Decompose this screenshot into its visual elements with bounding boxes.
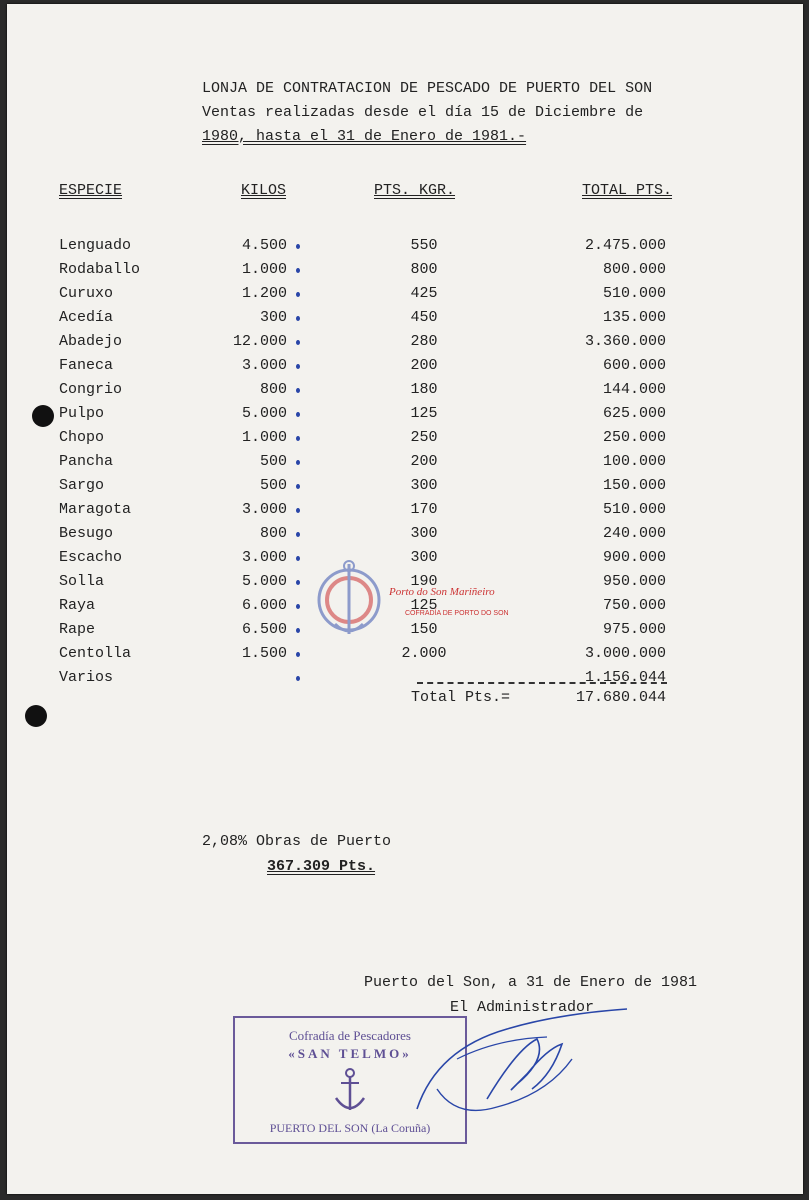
kilos-cell: 4.500 [241, 237, 287, 254]
table-row [7, 666, 803, 690]
especie-cell: Lenguado [59, 237, 132, 254]
kilos-cell: 6.500 [241, 621, 287, 638]
pen-check-mark [296, 388, 300, 393]
table-row [7, 378, 803, 402]
especie-cell: Acedía [59, 309, 114, 326]
especie-cell: Sargo [59, 477, 105, 494]
kilos-cell: 800 [259, 525, 287, 542]
total-cell: 144.000 [602, 381, 666, 398]
especie-cell: Chopo [59, 429, 105, 446]
pen-check-mark [296, 676, 300, 681]
pts-kgr-cell: 2.000 [401, 645, 447, 662]
table-row [7, 426, 803, 450]
pen-check-mark [296, 460, 300, 465]
especie-cell: Varios [59, 669, 114, 686]
pts-kgr-cell: 300 [410, 525, 438, 542]
especie-cell: Congrio [59, 381, 123, 398]
especie-cell: Escacho [59, 549, 123, 566]
stamp-line-1: Cofradía de Pescadores [288, 1028, 411, 1043]
especie-cell: Pulpo [59, 405, 105, 422]
table-row [7, 258, 803, 282]
anchor-icon [333, 1068, 367, 1114]
table-row [7, 498, 803, 522]
especie-cell: Pancha [59, 453, 114, 470]
pen-check-mark [296, 580, 300, 585]
total-cell: 750.000 [602, 597, 666, 614]
pts-kgr-cell: 800 [410, 261, 438, 278]
pen-check-mark [296, 604, 300, 609]
total-cell: 600.000 [602, 357, 666, 374]
total-cell: 3.360.000 [584, 333, 666, 350]
total-cell: 150.000 [602, 477, 666, 494]
pts-kgr-cell: 180 [410, 381, 438, 398]
pen-check-mark [296, 244, 300, 249]
header-line-1: LONJA DE CONTRATACION DE PESCADO DE PUERTO DEL SON [202, 80, 653, 97]
table-row [7, 450, 803, 474]
stamp-line-3: PUERTO DEL SON (La Coruña) [269, 1121, 431, 1135]
punch-hole-top [32, 405, 54, 427]
pts-kgr-cell: 150 [410, 621, 438, 638]
total-cell: 625.000 [602, 405, 666, 422]
obras-amount: 367.309 Pts. [267, 858, 376, 875]
pen-check-mark [296, 628, 300, 633]
especie-cell: Maragota [59, 501, 132, 518]
kilos-cell: 6.000 [241, 597, 287, 614]
especie-cell: Rape [59, 621, 96, 638]
total-cell: 510.000 [602, 501, 666, 518]
especie-cell: Faneca [59, 357, 114, 374]
watermark-logo [307, 554, 507, 644]
total-cell: 510.000 [602, 285, 666, 302]
signature [397, 989, 637, 1129]
pen-check-mark [296, 268, 300, 273]
especie-cell: Abadejo [59, 333, 123, 350]
table-row [7, 306, 803, 330]
column-especie: ESPECIE [59, 182, 123, 199]
table-row [7, 642, 803, 666]
total-cell: 800.000 [602, 261, 666, 278]
pts-kgr-cell: 300 [410, 477, 438, 494]
table-row [7, 282, 803, 306]
table-row [7, 474, 803, 498]
total-cell: 975.000 [602, 621, 666, 638]
kilos-cell: 3.000 [241, 357, 287, 374]
signer-role: El Administrador [450, 999, 595, 1016]
total-cell: 2.475.000 [584, 237, 666, 254]
total-cell: 3.000.000 [584, 645, 666, 662]
kilos-cell: 500 [259, 453, 287, 470]
pen-check-mark [296, 532, 300, 537]
total-cell: 900.000 [602, 549, 666, 566]
table-row [7, 234, 803, 258]
pts-kgr-cell: 125 [410, 405, 438, 422]
header-line-3: 1980, hasta el 31 de Enero de 1981.- [202, 128, 527, 145]
place-date: Puerto del Son, a 31 de Enero de 1981 [364, 974, 698, 991]
total-cell: 250.000 [602, 429, 666, 446]
total-value: 17.680.044 [575, 689, 666, 706]
pts-kgr-cell: 200 [410, 453, 438, 470]
especie-cell: Besugo [59, 525, 114, 542]
pts-kgr-cell: 170 [410, 501, 438, 518]
kilos-cell: 1.200 [241, 285, 287, 302]
pen-check-mark [296, 436, 300, 441]
sum-line [417, 682, 667, 684]
table-row [7, 402, 803, 426]
especie-cell: Solla [59, 573, 105, 590]
pen-check-mark [296, 508, 300, 513]
kilos-cell: 12.000 [232, 333, 287, 350]
kilos-cell: 1.000 [241, 429, 287, 446]
stamp-line-2: «SAN TELMO» [288, 1046, 412, 1061]
kilos-cell: 3.000 [241, 501, 287, 518]
punch-hole-bottom [25, 705, 47, 727]
total-cell: 950.000 [602, 573, 666, 590]
document-header [202, 77, 682, 149]
pen-check-mark [296, 556, 300, 561]
column-total-pts: TOTAL PTS. [582, 182, 673, 199]
pen-check-mark [296, 316, 300, 321]
kilos-cell: 5.000 [241, 405, 287, 422]
kilos-cell: 800 [259, 381, 287, 398]
pts-kgr-cell: 200 [410, 357, 438, 374]
total-cell: 100.000 [602, 453, 666, 470]
total-cell: 1.156.044 [584, 669, 666, 686]
table-row [7, 330, 803, 354]
kilos-cell: 1.000 [241, 261, 287, 278]
pen-check-mark [296, 484, 300, 489]
pen-check-mark [296, 292, 300, 297]
watermark-title: Porto do Son Mariñeiro [389, 586, 495, 598]
especie-cell: Raya [59, 597, 96, 614]
especie-cell: Centolla [59, 645, 132, 662]
pen-check-mark [296, 652, 300, 657]
pts-kgr-cell: 190 [410, 573, 438, 590]
pts-kgr-cell: 550 [410, 237, 438, 254]
pen-check-mark [296, 340, 300, 345]
column-kilos: KILOS [241, 182, 287, 199]
kilos-cell: 300 [259, 309, 287, 326]
pts-kgr-cell: 125 [410, 597, 438, 614]
column-pts-kgr: PTS. KGR. [374, 182, 456, 199]
total-cell: 240.000 [602, 525, 666, 542]
table-row [7, 354, 803, 378]
pts-kgr-cell: 425 [410, 285, 438, 302]
total-cell: 135.000 [602, 309, 666, 326]
pts-kgr-cell: 280 [410, 333, 438, 350]
kilos-cell: 1.500 [241, 645, 287, 662]
pen-check-mark [296, 412, 300, 417]
header-line-2: Ventas realizadas desde el día 15 de Diciembre de [202, 104, 644, 121]
watermark-subtitle: COFRADÍA DE PORTO DO SON [405, 610, 509, 617]
document-page [7, 4, 803, 1194]
pts-kgr-cell: 450 [410, 309, 438, 326]
pts-kgr-cell: 300 [410, 549, 438, 566]
kilos-cell: 3.000 [241, 549, 287, 566]
kilos-cell: 5.000 [241, 573, 287, 590]
especie-cell: Curuxo [59, 285, 114, 302]
pen-check-mark [296, 364, 300, 369]
table-row [7, 522, 803, 546]
total-label: Total Pts.= [411, 689, 511, 706]
pts-kgr-cell: 250 [410, 429, 438, 446]
obras-percentage: 2,08% Obras de Puerto [202, 833, 392, 850]
especie-cell: Rodaballo [59, 261, 141, 278]
kilos-cell: 500 [259, 477, 287, 494]
